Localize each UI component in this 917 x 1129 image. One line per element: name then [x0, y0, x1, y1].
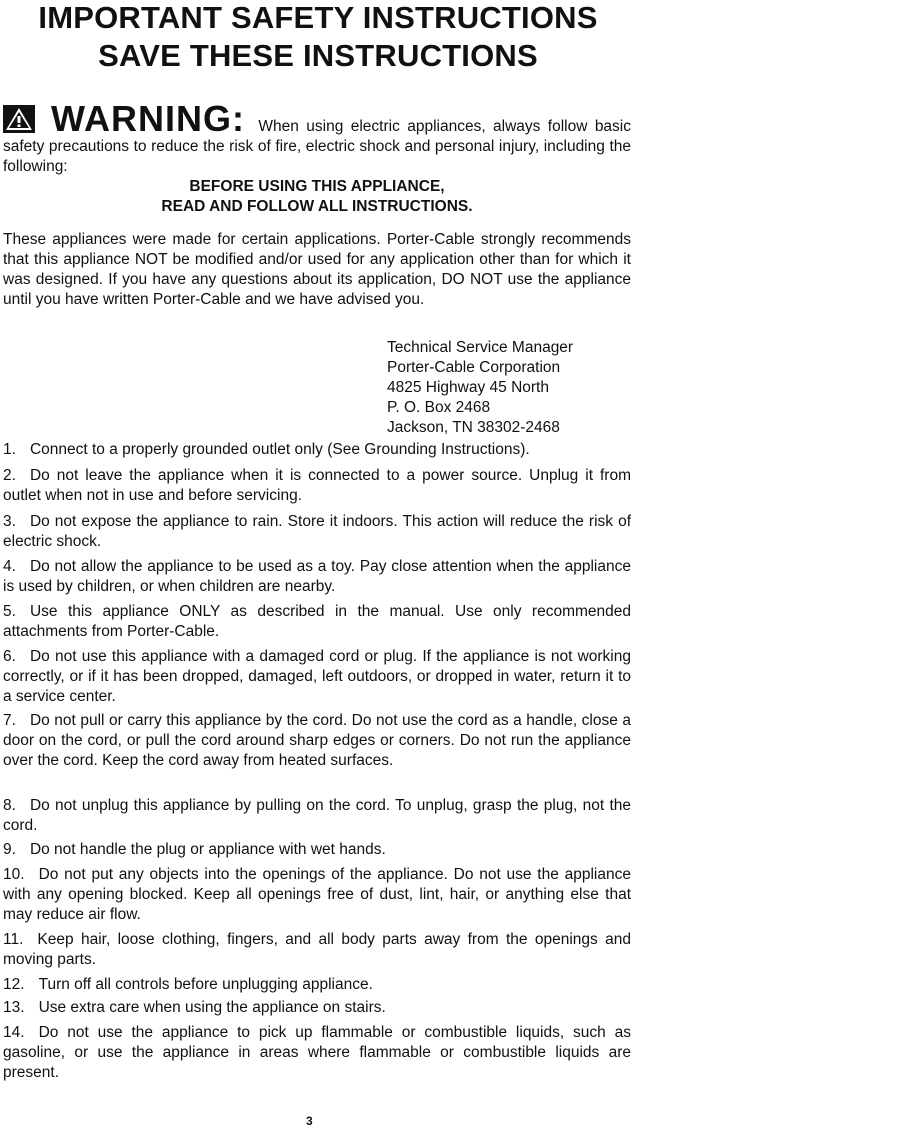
- item-text: Do not handle the plug or appliance with wet hands.: [29, 841, 386, 858]
- item-number: 10.: [3, 866, 25, 883]
- page-subtitle: SAVE THESE INSTRUCTIONS: [98, 38, 538, 73]
- item-text: Use this appliance ONLY as described in the manual. Use only recommended attachments from Porter-Cable.: [3, 603, 631, 640]
- item-number: 1.: [3, 441, 16, 458]
- address-block: [387, 338, 573, 438]
- warning-label: WARNING:: [51, 98, 245, 139]
- list-item: [3, 975, 631, 995]
- item-text: Do not put any objects into the openings of the appliance. Do not use the appliance with any opening blocked. Keep all openings free of dust, lint, hair, or anything else that may reduce air flow.: [3, 866, 631, 923]
- item-number: 5.: [3, 603, 16, 620]
- item-number: 7.: [3, 712, 16, 729]
- item-number: 9.: [3, 841, 16, 858]
- item-number: 3.: [3, 513, 16, 530]
- item-text: Use extra care when using the appliance on stairs.: [38, 999, 386, 1016]
- warning-instruction-line2: READ AND FOLLOW ALL INSTRUCTIONS.: [161, 198, 473, 215]
- list-item: [3, 711, 631, 771]
- item-number: 4.: [3, 558, 16, 575]
- list-item: [3, 865, 631, 925]
- list-item: [3, 602, 631, 642]
- item-number: 6.: [3, 648, 16, 665]
- list-item: [3, 998, 631, 1018]
- warning-paragraph: [3, 98, 631, 177]
- item-number: 13.: [3, 999, 25, 1016]
- address-line: 4825 Highway 45 North: [387, 379, 549, 396]
- page-title: IMPORTANT SAFETY INSTRUCTIONS: [38, 0, 598, 35]
- warning-triangle-icon: [3, 105, 35, 133]
- item-text: Do not unplug this appliance by pulling on the cord. To unplug, grasp the plug, not the cord.: [3, 797, 631, 834]
- item-number: 2.: [3, 467, 16, 484]
- list-item: [3, 557, 631, 597]
- item-text: Do not leave the appliance when it is connected to a power source. Unplug it from outlet when not in use and before servicing.: [3, 467, 631, 504]
- list-item: [3, 512, 631, 552]
- list-item: [3, 1023, 631, 1083]
- warning-instruction-line1: BEFORE USING THIS APPLIANCE,: [189, 178, 445, 195]
- list-item: [3, 840, 631, 860]
- warning-block: [3, 98, 631, 217]
- page-number: 3: [306, 1114, 313, 1128]
- list-item: [3, 796, 631, 836]
- item-number: 14.: [3, 1024, 25, 1041]
- list-item: [3, 647, 631, 707]
- item-text: Do not use this appliance with a damaged cord or plug. If the appliance is not working correctly, or if it has been dropped, damaged, left outdoors, or dropped in water, return it to a service center.: [3, 648, 631, 705]
- warning-text: When using electric appliances, always follow basic safety precautions to reduce the risk of fire, electric shock and personal injury, including the following:: [3, 118, 631, 175]
- item-text: Do not expose the appliance to rain. Store it indoors. This action will reduce the risk of electric shock.: [3, 513, 631, 550]
- address-line: Porter-Cable Corporation: [387, 359, 561, 376]
- item-text: Do not use the appliance to pick up flammable or combustible liquids, such as gasoline, or use the appliance in areas where flammable or combustible liquids are present.: [3, 1024, 631, 1081]
- list-item: [3, 466, 631, 506]
- address-line: Technical Service Manager: [387, 339, 574, 356]
- item-text: Turn off all controls before unplugging appliance.: [38, 976, 373, 993]
- list-item: [3, 440, 631, 460]
- item-text: Keep hair, loose clothing, fingers, and all body parts away from the openings and moving parts.: [3, 931, 631, 968]
- list-item: [3, 930, 631, 970]
- item-text: Do not allow the appliance to be used as a toy. Pay close attention when the appliance is used by children, or when children are nearby.: [3, 558, 631, 595]
- address-line: Jackson, TN 38302-2468: [387, 419, 560, 436]
- item-text: Do not pull or carry this appliance by the cord. Do not use the cord as a handle, close a door on the cord, or pull the cord around sharp edges or corners. Do not run the appliance over the cord. Keep the cord away from heated surfaces.: [3, 712, 631, 769]
- item-text: Connect to a properly grounded outlet only (See Grounding Instructions).: [29, 441, 530, 458]
- item-number: 8.: [3, 797, 16, 814]
- item-number: 11.: [3, 931, 24, 948]
- item-number: 12.: [3, 976, 25, 993]
- address-line: P. O. Box 2468: [387, 399, 491, 416]
- intro-paragraph: These appliances were made for certain applications. Porter-Cable strongly recommends that this appliance NOT be modified and/or used for any application other than for which it was designed. If you have any questions about its application, DO NOT use the appliance until you have written Porter-Cable and we have advised you.: [3, 231, 631, 308]
